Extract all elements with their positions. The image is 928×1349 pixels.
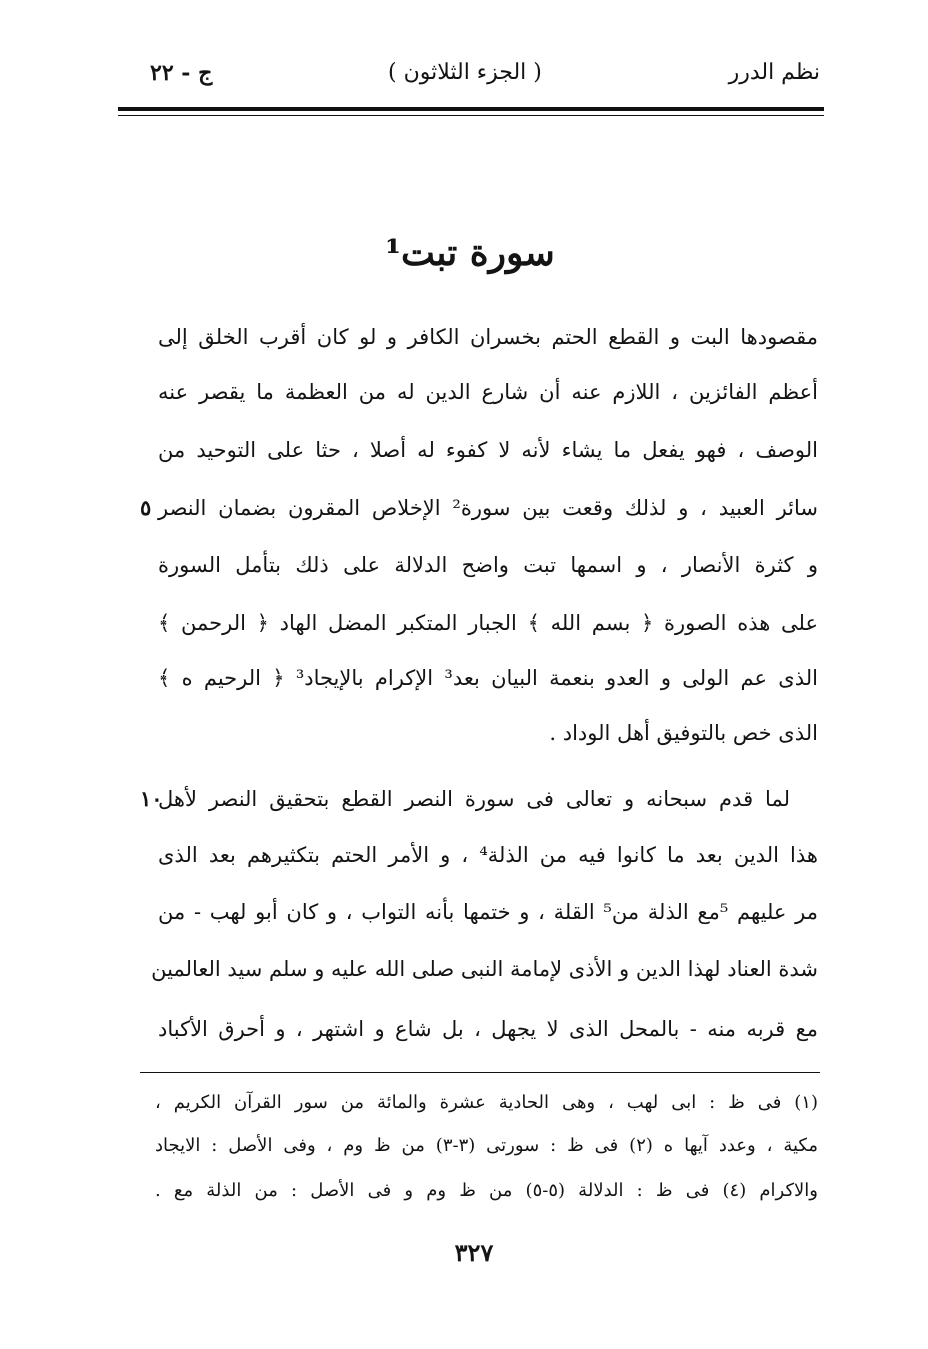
header-rule <box>118 107 824 111</box>
header-part-label: ( الجزء الثلاثون ) <box>388 60 542 85</box>
footnote-rule <box>140 1072 820 1073</box>
text-line: الذى عم الولى و العدو بنعمة البيان بعد³ الإكرام بالإيجاد³ ﴿ الرحيم ه ﴾ <box>158 666 818 690</box>
footnote-line: مكية ، وعدد آيها ه (٢) فى ظ : سورتى (٣-٣) من ظ وم ، وفى الأصل : الايجاد <box>155 1135 818 1156</box>
page-number: ٣٢٧ <box>454 1238 494 1267</box>
text-line: مع قربه منه - بالمحل الذى لا يجهل ، بل شاع و اشتهر ، و أحرق الأكباد <box>158 1017 818 1041</box>
header-book-title: نظم الدرر <box>728 60 820 85</box>
text-line: الذى خص بالتوفيق أهل الوداد . <box>549 721 818 745</box>
text-line: سائر العبيد ، و لذلك وقعت بين سورة² الإخلاص المقرون بضمان النصر <box>158 496 818 520</box>
text-line: مر عليهم ⁵مع الذلة من⁵ القلة ، و ختمها بأنه التواب ، و كان أبو لهب - من <box>158 900 818 924</box>
text-line: هذا الدين بعد ما كانوا فيه من الذلة⁴ ، و الأمر الحتم بتكثيرهم بعد الذى <box>158 843 818 867</box>
header-rule-thin <box>118 115 824 116</box>
header-volume-label: ج - ٢٢ <box>150 60 213 86</box>
line-number: ٥ <box>140 495 152 520</box>
text-line: لما قدم سبحانه و تعالى فى سورة النصر القطع بتحقيق النصر لأهل <box>158 787 790 811</box>
line-number: ١٠ <box>140 786 163 811</box>
text-line: و كثرة الأنصار ، و اسمها تبت واضح الدلالة على ذلك بتأمل السورة <box>158 553 818 577</box>
text-line: الوصف ، فهو يفعل ما يشاء لأنه لا كفوء له أصلا ، حثا على التوحيد من <box>158 438 818 462</box>
text-line: أعظم الفائزين ، اللازم عنه أن شارع الدين له من العظمة ما يقصر عنه <box>158 380 818 404</box>
footnote-line: (١) فى ظ : ابى لهب ، وهى الحادية عشرة والمائة من سور القرآن الكريم ، <box>155 1092 818 1113</box>
surah-title: سورة تبت¹ <box>385 232 555 274</box>
footnote-line: والاكرام (٤) فى ظ : الدلالة (٥-٥) من ظ وم و فى الأصل : من الذلة مع . <box>155 1180 818 1201</box>
text-line: شدة العناد لهذا الدين و الأذى لإمامة النبى صلى الله عليه و سلم سيد العالمين <box>151 957 818 981</box>
text-line: على هذه الصورة ﴿ بسم الله ﴾ الجبار المتكبر المضل الهاد ﴿ الرحمن ﴾ <box>158 611 818 635</box>
text-line: مقصودها البت و القطع الحتم بخسران الكافر و لو كان أقرب الخلق إلى <box>158 325 818 349</box>
